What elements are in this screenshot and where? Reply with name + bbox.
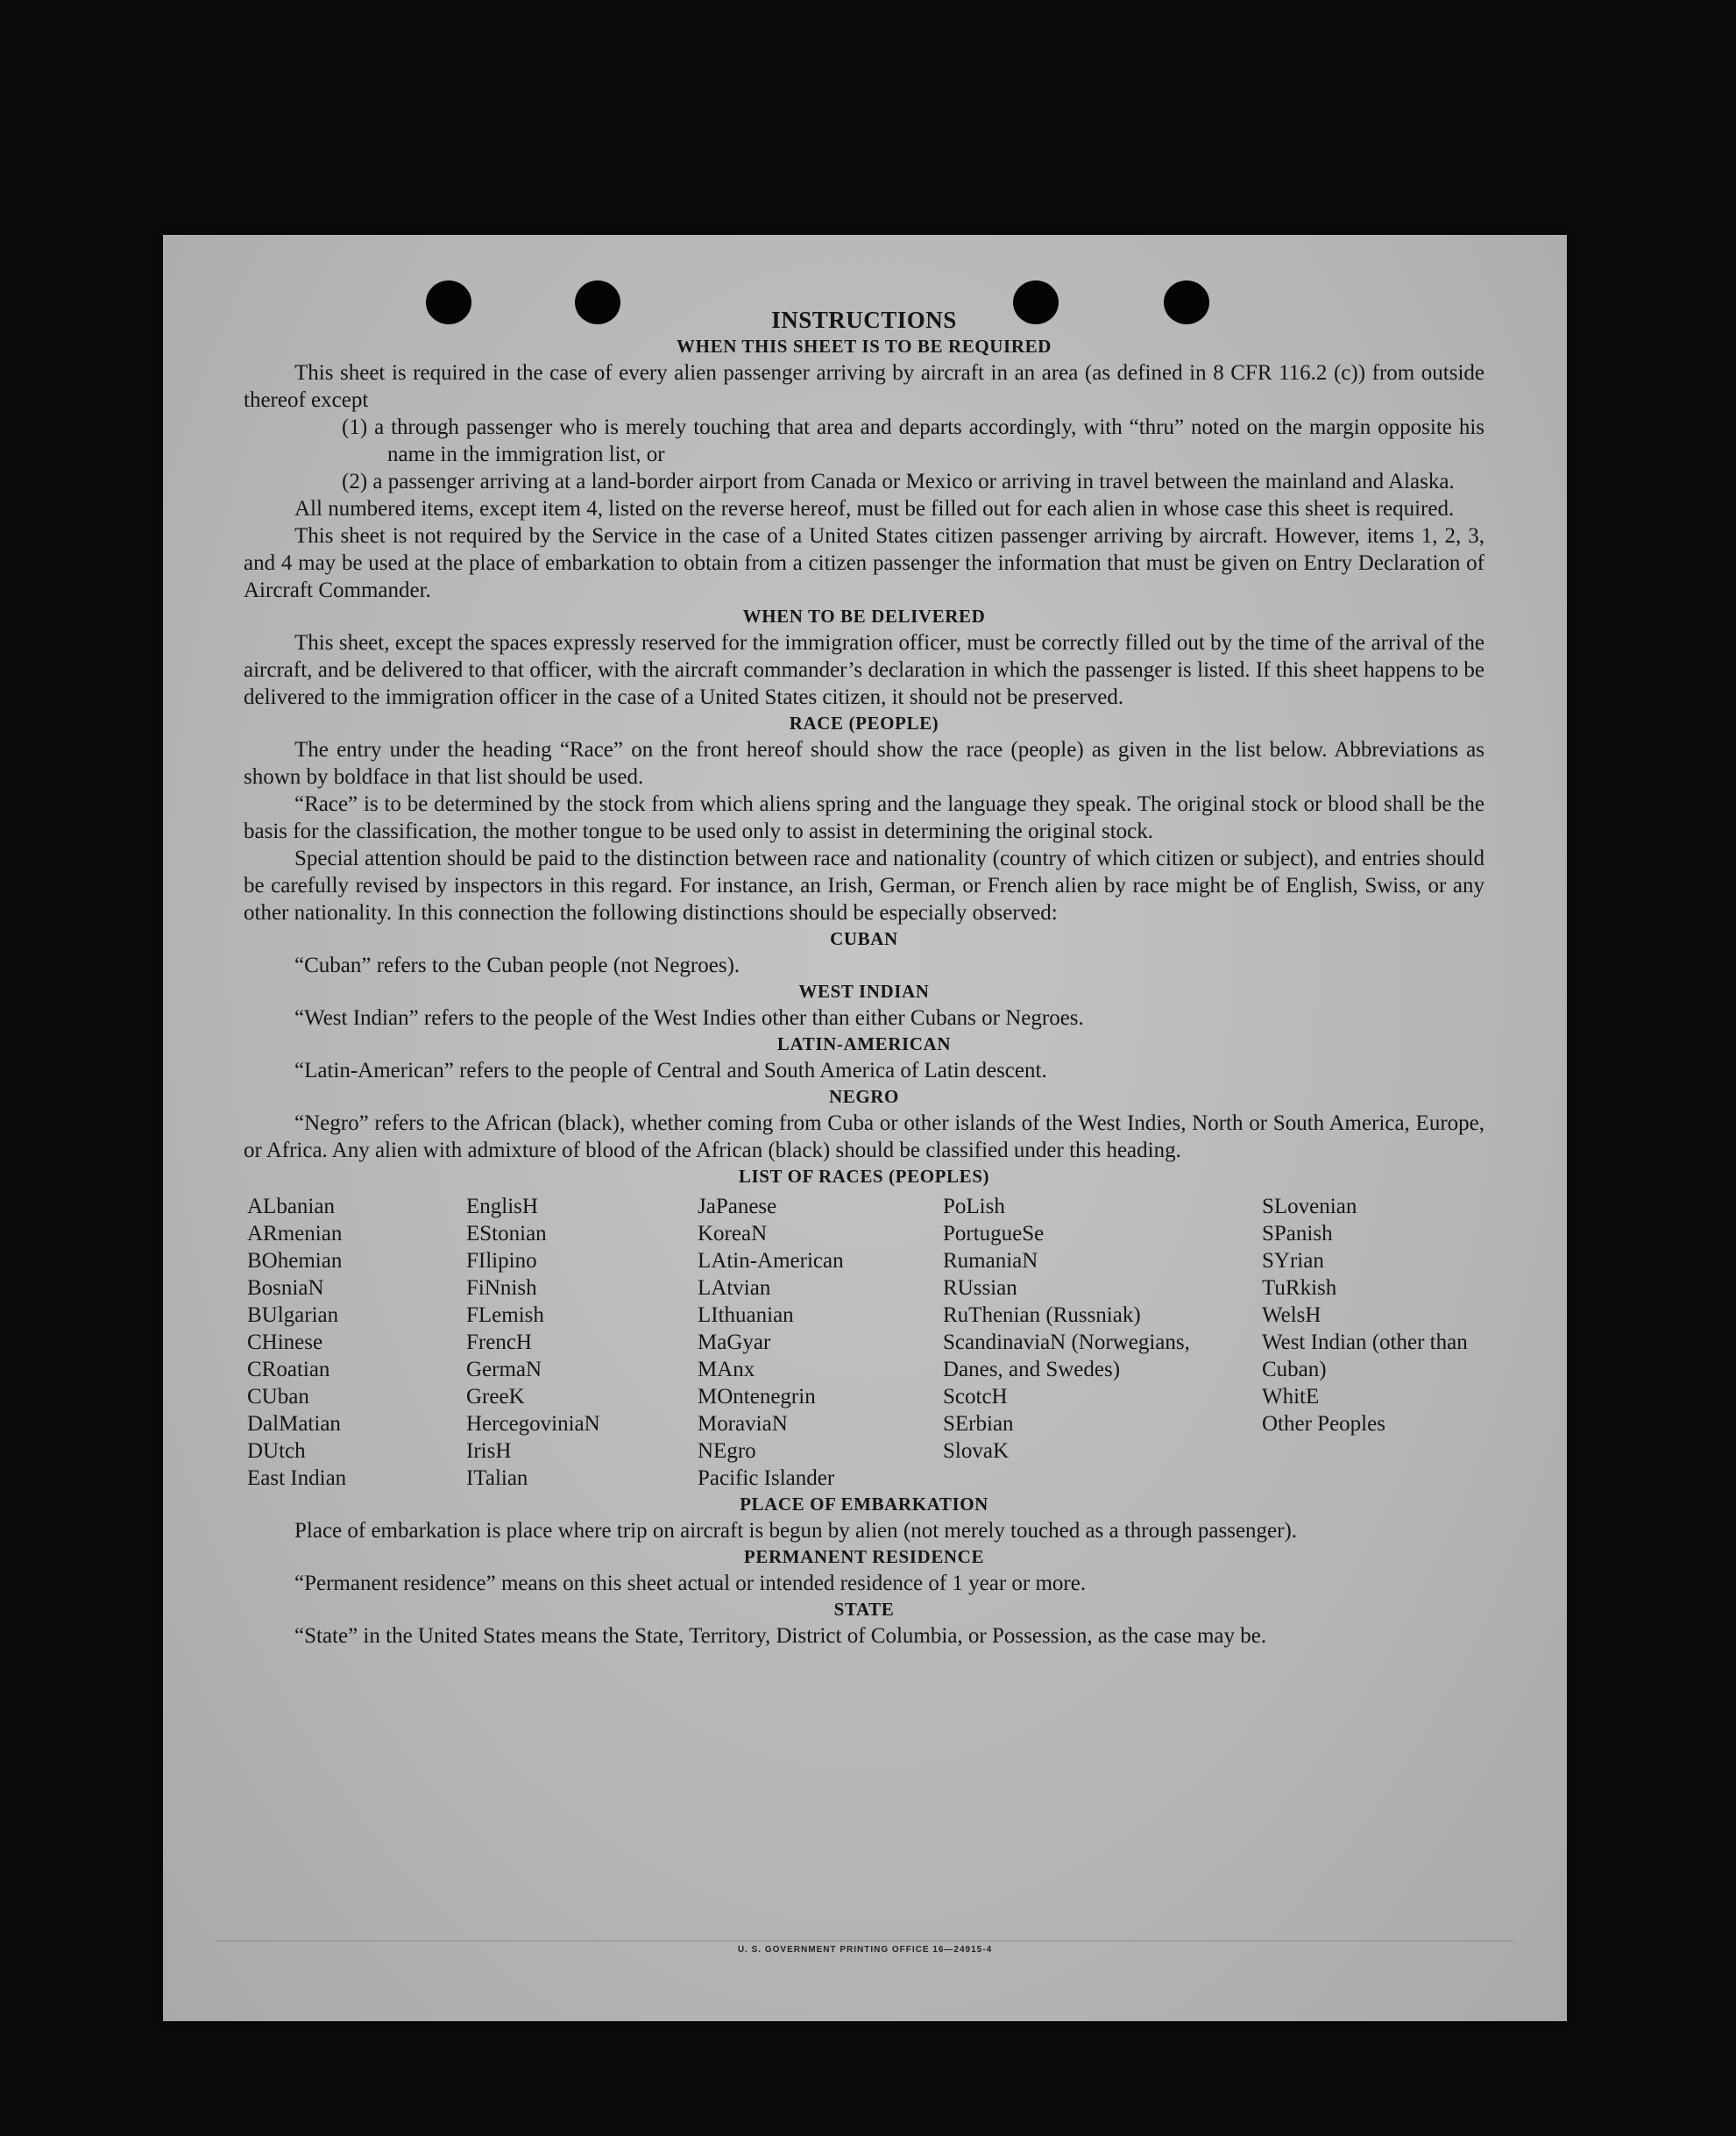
race-item: DUtch — [247, 1439, 306, 1463]
instructions-body — [244, 307, 1484, 1650]
race-item: SLovenian — [1262, 1195, 1357, 1218]
cuban-heading: CUBAN — [830, 928, 898, 949]
race-item: NEgro — [698, 1439, 756, 1463]
residence-heading: PERMANENT RESIDENCE — [743, 1546, 985, 1567]
race-item: RumaniaN — [943, 1249, 1038, 1273]
exception-1: (1) a through passenger who is merely touching that area and departs accordingly, with “thru” noted on the margin opposite his name in the immigration list, or — [342, 415, 1484, 466]
race-item: SPanish — [1262, 1222, 1333, 1245]
race-item: FrencH — [466, 1331, 532, 1354]
race-item: GermaN — [466, 1358, 542, 1381]
race-item: ALbanian — [247, 1195, 335, 1218]
race-item: PoLish — [943, 1195, 1005, 1218]
race-item: PortugueSe — [943, 1222, 1045, 1245]
race-paragraph-1: The entry under the heading “Race” on the front hereof should show the race (people) as given in the list below. Abbreviations as shown by boldface in that list should be used. — [244, 738, 1484, 789]
race-item: SlovaK — [943, 1439, 1009, 1463]
race-item: SErbian — [943, 1412, 1014, 1436]
latin-american-paragraph: “Latin-American” refers to the people of Central and South America of Latin descent. — [294, 1059, 1047, 1082]
race-item: CRoatian — [247, 1358, 330, 1381]
race-item: BUlgarian — [247, 1303, 339, 1327]
race-heading: RACE (PEOPLE) — [789, 713, 939, 734]
race-item: MOntenegrin — [698, 1385, 816, 1409]
negro-paragraph: “Negro” refers to the African (black), whether coming from Cuba or other islands of the West Indies, North or South America, Europe, or Africa. Any alien with admixture of blood of the African (black) should be classified under this heading. — [244, 1111, 1484, 1162]
races-column-3 — [698, 1193, 943, 1492]
race-item: East Indian — [247, 1466, 347, 1490]
race-item: WelsH — [1262, 1303, 1321, 1327]
cuban-paragraph: “Cuban” refers to the Cuban people (not Negroes). — [294, 954, 740, 977]
race-paragraph-3: Special attention should be paid to the distinction between race and nationality (country of which citizen or subject), and entries should be carefully revised by inspectors in this regard. For instance, an Irish, German, or French alien by race might be of English, Swiss, or any other nationality. In this connection the following distinctions should be especially observed: — [244, 847, 1484, 925]
state-paragraph: “State” in the United States means the State, Territory, District of Columbia, or Possession, as the case may be. — [294, 1624, 1267, 1648]
race-item: BosniaN — [247, 1276, 324, 1300]
races-column-1 — [247, 1193, 466, 1492]
race-item: MAnx — [698, 1358, 755, 1381]
races-column-5 — [1262, 1193, 1484, 1492]
race-item: BOhemian — [247, 1249, 343, 1273]
when-required-heading: WHEN THIS SHEET IS TO BE REQUIRED — [677, 336, 1052, 357]
negro-heading: NEGRO — [828, 1086, 899, 1107]
race-item: FLemish — [466, 1303, 544, 1327]
race-item: EStonian — [466, 1222, 547, 1245]
race-item: ITalian — [466, 1466, 528, 1490]
embarkation-paragraph: Place of embarkation is place where trip on aircraft is begun by alien (not merely touched as a through passenger). — [294, 1519, 1298, 1543]
race-item: HercegoviniaN — [466, 1412, 600, 1436]
race-item: RuThenian (Russniak) — [943, 1303, 1141, 1327]
numbered-items-paragraph: All numbered items, except item 4, listed on the reverse hereof, must be filled out for each alien in whose case this sheet is required. — [294, 497, 1455, 521]
embarkation-heading: PLACE OF EMBARKATION — [740, 1494, 988, 1515]
races-table — [244, 1193, 1484, 1492]
race-item: FIlipino — [466, 1249, 537, 1273]
race-item: Other Peoples — [1262, 1412, 1385, 1436]
race-item: ScandinaviaN (Norwegians, Danes, and Swedes) — [943, 1331, 1190, 1381]
race-item: CHinese — [247, 1331, 323, 1354]
delivered-paragraph: This sheet, except the spaces expressly reserved for the immigration officer, must be correctly filled out by the time of the arrival of the aircraft, and be delivered to that officer, with the aircraft commander’s declaration in which the passenger is listed. If this sheet happens to be delivered to the immigration officer in the case of a United States citizen, it should not be preserved. — [244, 631, 1484, 709]
race-item: IrisH — [466, 1439, 512, 1463]
west-indian-paragraph: “West Indian” refers to the people of the West Indies other than either Cubans or Negroes. — [294, 1006, 1084, 1030]
exception-2: (2) a passenger arriving at a land-border airport from Canada or Mexico or arriving in travel between the mainland and Alaska. — [342, 470, 1455, 493]
required-paragraph: This sheet is required in the case of every alien passenger arriving by aircraft in an area (as defined in 8 CFR 116.2 (c)) from outside thereof except — [244, 361, 1484, 412]
race-item: DalMatian — [247, 1412, 341, 1436]
state-heading: STATE — [833, 1599, 895, 1620]
race-item: FiNnish — [466, 1276, 537, 1300]
race-item: Pacific Islander — [698, 1466, 835, 1490]
races-column-2 — [466, 1193, 698, 1492]
race-item: CUban — [247, 1385, 309, 1409]
race-item: West Indian (other than Cuban) — [1262, 1331, 1468, 1381]
race-item: LAtin-American — [698, 1249, 844, 1273]
document-sheet — [163, 235, 1567, 2021]
race-item: MoraviaN — [698, 1412, 788, 1436]
race-item: TuRkish — [1262, 1276, 1337, 1300]
race-item: WhitE — [1262, 1385, 1320, 1409]
residence-paragraph: “Permanent residence” means on this sheet actual or intended residence of 1 year or more. — [294, 1572, 1087, 1595]
race-item: LAtvian — [698, 1276, 771, 1300]
race-item: JaPanese — [698, 1195, 777, 1218]
race-item: KoreaN — [698, 1222, 768, 1245]
list-of-races-heading: LIST OF RACES (PEOPLES) — [738, 1166, 990, 1187]
race-item: ScotcH — [943, 1385, 1008, 1409]
race-item: RUssian — [943, 1276, 1017, 1300]
latin-american-heading: LATIN-AMERICAN — [776, 1033, 952, 1054]
race-item: EnglisH — [466, 1195, 538, 1218]
race-item: SYrian — [1262, 1249, 1324, 1273]
races-column-4 — [943, 1193, 1262, 1492]
race-paragraph-2: “Race” is to be determined by the stock from which aliens spring and the language they speak. The original stock or blood shall be the basis for the classification, the mother tongue to be used only to assist in determining the original stock. — [244, 792, 1484, 843]
race-item: ARmenian — [247, 1222, 343, 1245]
race-item: MaGyar — [698, 1331, 771, 1354]
race-item: GreeK — [466, 1385, 525, 1409]
west-indian-heading: WEST INDIAN — [798, 981, 930, 1002]
printer-imprint: U. S. GOVERNMENT PRINTING OFFICE 16—24915-4 — [737, 1945, 993, 1955]
instructions-title: INSTRUCTIONS — [771, 307, 957, 333]
race-item: LIthuanian — [698, 1303, 794, 1327]
when-delivered-heading: WHEN TO BE DELIVERED — [742, 606, 986, 627]
not-required-paragraph: This sheet is not required by the Service in the case of a United States citizen passenger arriving by aircraft. However, items 1, 2, 3, and 4 may be used at the place of embarkation to obtain from a citizen passenger the information that must be given on Entry Declaration of Aircraft Commander. — [244, 524, 1484, 602]
